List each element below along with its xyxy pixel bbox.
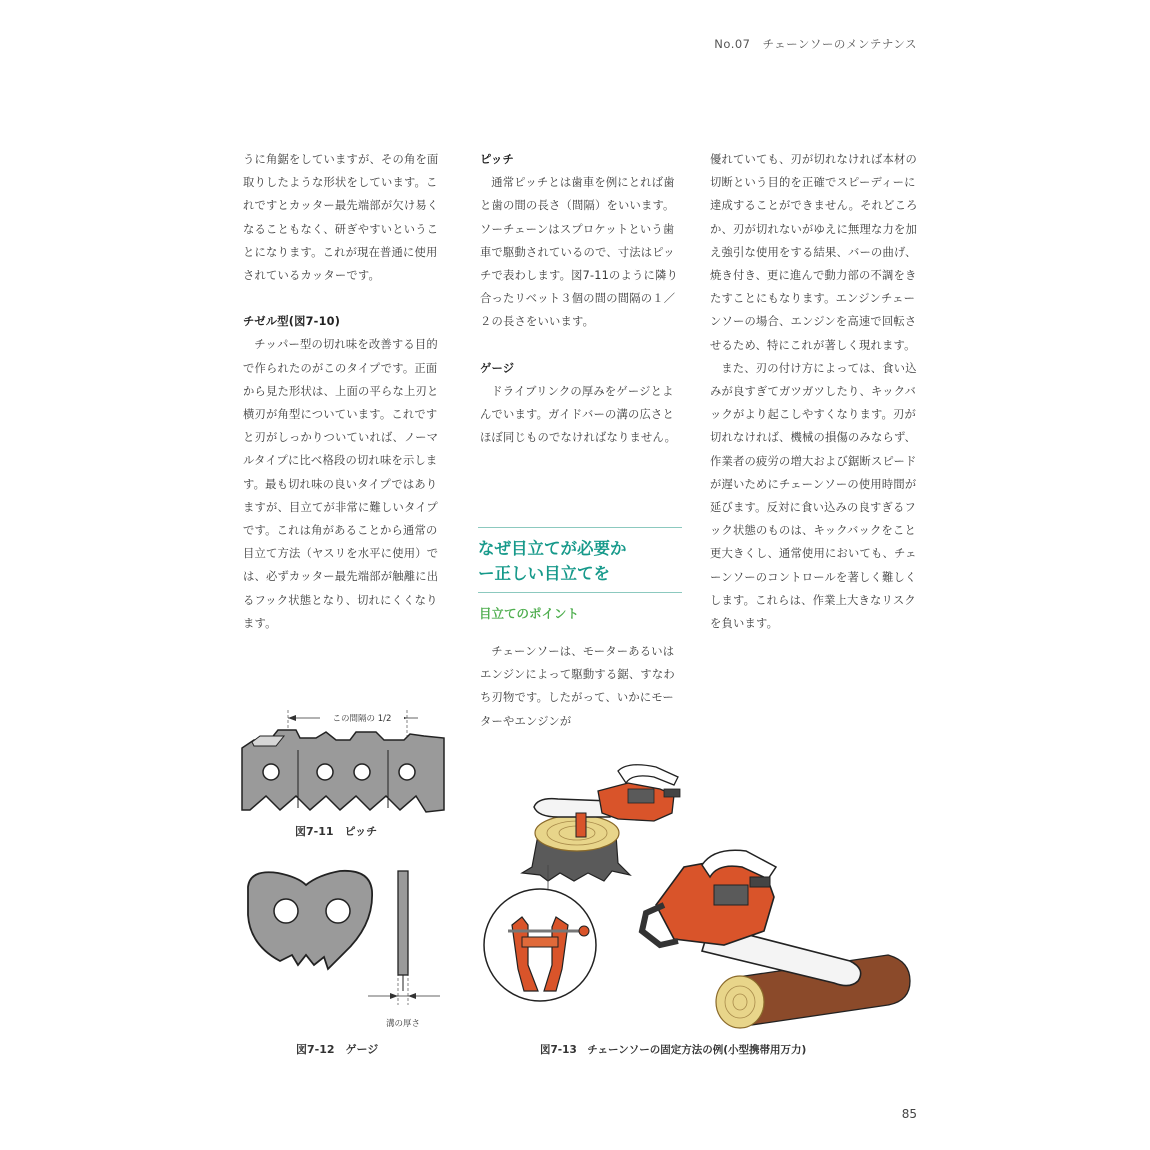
caption-fig-7-12: 図7-12 ゲージ [296,1043,379,1056]
paragraph: うに角鋸をしていますが、その角を面取りしたような形状をしています。これですとカッター最先端部が欠け易くなることもなく、研ぎやすいということになります。これが現在普通に使用されているカッターです。 [243,153,439,283]
sub-heading: 目立てのポイント [479,606,580,621]
paragraph: また、刃の付け方によっては、食い込みが良すぎてガツガツしたり、キックバックがより起こしやすくなります。刃が切れなければ、機械の損傷のみならず、作業者の疲労の増大および鋸断スピードが遅いためにチェーンソーの使用時間が延びます。反対に食い込みの良すぎるフック状態のものは、キックバックをこと更大きくし、通常使用においても、チェーンソーのコントロールを著しく難しくします。これらは、作業上大きなリスクを負います。 [710,361,917,631]
section-heading-line-2: ー正しい目立てを [478,564,610,583]
pitch-label: この間隔の 1/2 [332,714,392,724]
figure-pitch-chain [238,700,448,820]
page-number: 85 [901,1107,917,1121]
paragraph: 通常ピッチとは歯車を例にとれば歯と歯の間の長さ（間隔）をいいます。ソーチェーンはスプロケットという歯車で駆動されているので、寸法はピッチで表わします。図7-11のように隣り合ったリベット３個の間の間隔の１／２の長さをいいます。 [480,176,678,329]
paragraph: 優れていても、刃が切れなければ本材の切断という目的を正確でスピーディーに達成することができません。それどころか、刃が切れないがゆえに無理な力を加え強引な使用をする結果、バーの曲げ、焼き付き、更に進んで動力部の不調をきたすことにもなります。エンジンチェーンソーの場合、エンジンを高速で回転させるため、特にこれが著しく現れます。 [710,153,918,352]
text-column-3 [710,148,918,635]
paragraph: チッパー型の切れ味を改善する目的で作られたのがこのタイプです。正面から見た形状は、上面の平らな上刃と横刃が角型についています。これですと刃がしっかりついていれば、ノーマルタイプに比べ格段の切れ味を示します。最も切れ味の良いタイプではありますが、目立てが非常に難しいタイプです。これは角があることから通常の目立て方法（ヤスリを水平に使用）では、必ずカッター最先端部が触離に出るフック状態となり、切れにくくなります。 [243,338,439,630]
section-heading-line-1: なぜ目立てが必要か [478,539,627,558]
paragraph: チェーンソーは、モーターあるいはエンジンによって駆動する鋸、すなわち刃物です。したがって、いかにモーターやエンジンが [480,645,675,728]
figure-gauge-drive-link [240,865,450,1045]
running-header: No.07 チェーンソーのメンテナンス [714,37,917,51]
caption-fig-7-11: 図7-11 ピッチ [295,825,378,838]
chainsaw-on-log [642,850,861,985]
text-column-1 [243,148,448,635]
text-column-2 [480,148,685,449]
figure-chainsaw-vise-illustration [478,755,918,1040]
caption-fig-7-13: 図7-13 チェーンソーの固定方法の例(小型携帯用万力) [540,1044,807,1056]
subheading-gauge: ゲージ [480,361,515,375]
text-column-2-continued [480,640,685,733]
subheading-chisel: チゼル型(図7-10) [243,315,341,329]
section-heading [478,527,682,593]
subheading-pitch: ピッチ [480,153,515,166]
paragraph: ドライブリンクの厚みをゲージとよんでいます。ガイドバーの溝の広さとほぼ同じものでなければなりません。 [480,384,677,445]
vise-detail-circle [484,889,596,1001]
gauge-label: 溝の厚さ [385,1019,421,1029]
